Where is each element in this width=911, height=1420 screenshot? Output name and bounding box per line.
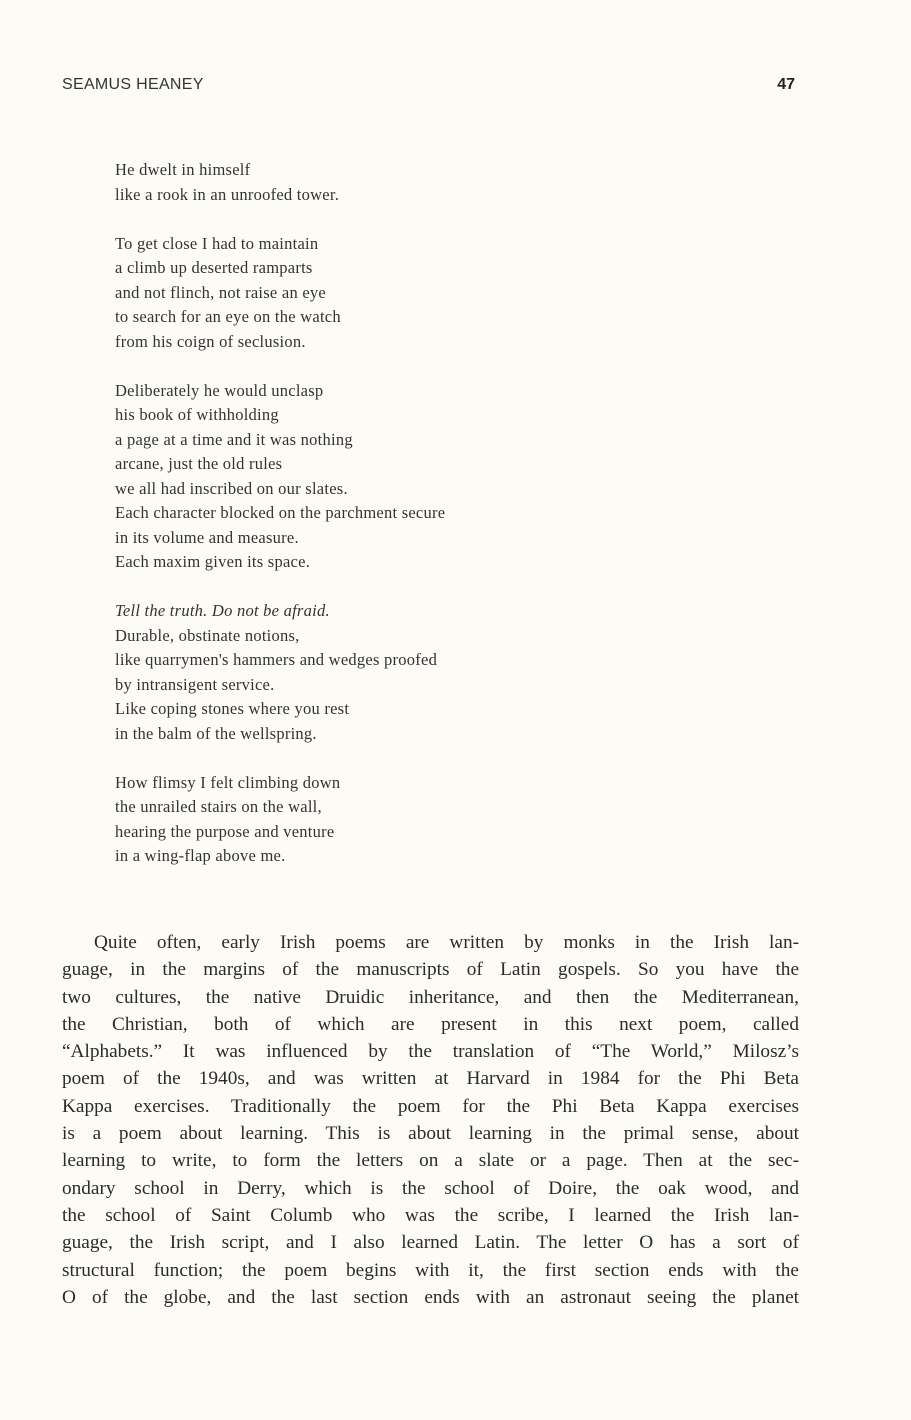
prose-line: O of the globe, and the last section ends with an astronaut seeing the planet — [62, 1286, 799, 1308]
prose-line: guage, in the margins of the manuscripts of Latin gospels. So you have the — [62, 959, 799, 981]
poem-line: Each character blocked on the parchment secure — [115, 503, 446, 522]
prose-line: Quite often, early Irish poems are written by monks in the Irish lan- — [94, 932, 799, 953]
poem-line: and not flinch, not raise an eye — [115, 282, 326, 302]
poem-line: He dwelt in himself — [115, 160, 251, 179]
poem-line: by intransigent service. — [115, 674, 275, 694]
poem-line: in a wing-flap above me. — [115, 846, 286, 865]
poem-line: Durable, obstinate notions, — [115, 625, 300, 645]
poem-stanza — [115, 379, 445, 575]
prose-line: structural function; the poem begins with it, the first section ends with the — [62, 1259, 799, 1281]
prose-line: guage, the Irish script, and I also learned Latin. The letter O has a sort of — [62, 1232, 799, 1254]
poem-line: a climb up deserted ramparts — [115, 258, 313, 277]
prose-paragraph — [62, 929, 799, 1311]
poem-stanza — [115, 771, 445, 869]
prose-line: ondary school in Derry, which is the school of Doire, the oak wood, and — [62, 1177, 799, 1199]
poem-line: to search for an eye on the watch — [115, 307, 341, 326]
prose-line: the school of Saint Columb who was the scribe, I learned the Irish lan- — [62, 1204, 799, 1226]
prose-line: poem of the 1940s, and was written at Harvard in 1984 for the Phi Beta — [62, 1068, 799, 1090]
poem-line: from his coign of seclusion. — [115, 331, 306, 351]
poem-line: arcane, just the old rules — [115, 454, 283, 473]
poem-line: Each maxim given its space. — [115, 552, 311, 571]
running-head: SEAMUS HEANEY — [62, 76, 204, 93]
prose-line: the Christian, both of which are present in this next poem, called — [62, 1013, 799, 1035]
poem-line: a page at a time and it was nothing — [115, 429, 353, 449]
prose-line: learning to write, to form the letters on a slate or a page. Then at the sec- — [62, 1150, 799, 1172]
page-number: 47 — [777, 76, 795, 93]
poem-stanza — [115, 158, 445, 207]
poem-line: in its volume and measure. — [115, 527, 299, 547]
poem-stanza — [115, 599, 445, 746]
poem-line-italic: Tell the truth. Do not be afraid. — [115, 601, 330, 620]
poem-line: How flimsy I felt climbing down — [115, 772, 341, 792]
poem-line: like a rook in an unroofed tower. — [115, 184, 340, 204]
poem-line: in the balm of the wellspring. — [115, 723, 317, 743]
poem-line: the unrailed stairs on the wall, — [115, 797, 322, 816]
prose-line: is a poem about learning. This is about learning in the primal sense, about — [62, 1123, 799, 1145]
prose-line: two cultures, the native Druidic inheritance, and then the Mediterranean, — [62, 986, 799, 1008]
poem-line: To get close I had to maintain — [115, 233, 319, 253]
poem — [115, 158, 445, 893]
prose-line: Kappa exercises. Traditionally the poem for the Phi Beta Kappa exercises — [62, 1095, 799, 1117]
poem-stanza — [115, 232, 445, 355]
poem-line: we all had inscribed on our slates. — [115, 478, 348, 498]
poem-line: Like coping stones where you rest — [115, 699, 350, 718]
poem-line: Deliberately he would unclasp — [115, 380, 324, 400]
prose-line: “Alphabets.” It was influenced by the translation of “The World,” Milosz’s — [62, 1041, 799, 1063]
poem-line: hearing the purpose and venture — [115, 821, 335, 841]
poem-line: like quarrymen's hammers and wedges proofed — [115, 650, 438, 669]
poem-line: his book of withholding — [115, 405, 279, 424]
